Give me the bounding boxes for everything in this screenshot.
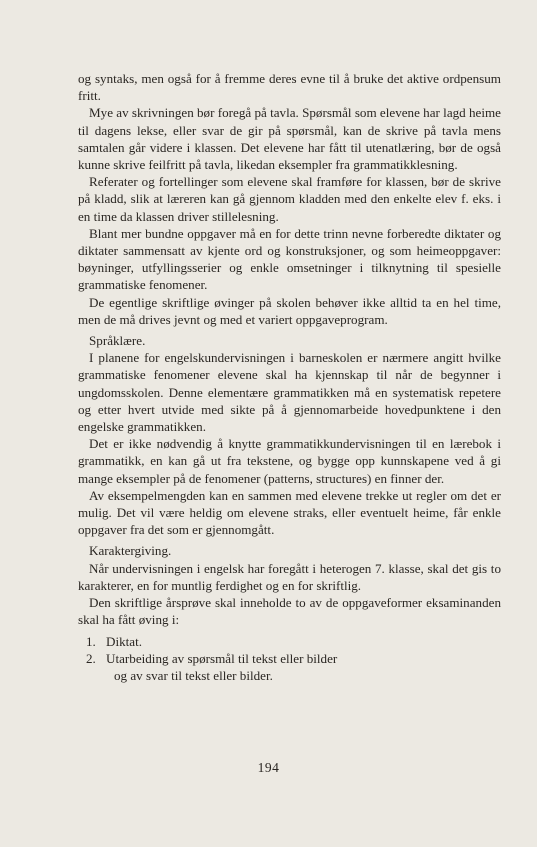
exam-forms-list xyxy=(78,633,501,685)
paragraph: Det er ikke nødvendig å knytte grammatikkundervisningen til en lærebok i grammatikk, en kan gå ut fra tekstene, og bygge opp kunnskapene ved å gi mange eksempler på de fenomener (patterns, structures) en finner der. xyxy=(78,436,501,486)
list-item-continuation xyxy=(78,667,501,684)
list-number: 1. xyxy=(86,633,96,649)
paragraph: Av eksempelmengden kan en sammen med elevene trekke ut regler om det er mulig. Det vil være heldig om elevene straks, eller eventuelt heime, får enkle oppgaver fra det som er gjennomgått. xyxy=(78,487,501,538)
paragraph: Mye av skrivningen bør foregå på tavla. Spørsmål som elevene har lagd heime til dagens lekse, eller svar de gir på spørsmål, kan de skrive på tavla mens samtalen går videre i klassen. Det elevene har fått til utenatlæring, bør de også kunne skrive feilfritt på tavla, likedan eksempler fra grammatikklesning. xyxy=(78,105,501,173)
paragraph: og syntaks, men også for å fremme deres evne til å bruke det aktive ordpensum fritt. xyxy=(78,71,501,104)
list-number: 2. xyxy=(86,650,96,666)
section-heading: Språklære. xyxy=(89,333,146,349)
paragraph: Når undervisningen i engelsk har foregått i heterogen 7. klasse, skal det gis to karakterer, en for muntlig ferdighet og en for skriftlig. xyxy=(78,560,501,593)
paragraph: I planene for engelskundervisningen i barneskolen er nærmere angitt hvilke grammatiske fenomener elevene skal ha kjennskap til når de begynner i ungdomsskolen. Denne elementære grammatikken må en systematisk repetere og etter hvert utvide med sikte på å gjennomarbeide hovedpunktene i den engelske grammatikken. xyxy=(78,350,501,435)
section-heading: Karaktergiving. xyxy=(89,543,172,559)
list-text: og av svar til tekst eller bilder. xyxy=(114,667,273,683)
paragraph: Referater og fortellinger som elevene skal framføre for klassen, bør de skrive på kladd, slik at læreren kan gå gjennom kladden med den enkelte elev f. eks. i en time da klassen driver stillelesning. xyxy=(78,174,501,224)
body-text xyxy=(78,70,501,684)
list-text: Utarbeiding av spørsmål til tekst eller bilder xyxy=(106,650,338,666)
list-text: Diktat. xyxy=(106,633,143,649)
paragraph: Den skriftlige årsprøve skal inneholde to av de oppgaveformer eksaminanden skal ha fått øving i: xyxy=(78,595,501,628)
list-item xyxy=(78,650,501,667)
page-number: 194 xyxy=(257,760,280,775)
paragraph: De egentlige skriftlige øvinger på skolen behøver ikke alltid ta en hel time, men de må drives jevnt og med et variert oppgaveprogram. xyxy=(78,294,501,327)
paragraph: Blant mer bundne oppgaver må en for dette trinn nevne forberedte diktater og diktater sammensatt av kjente ord og konstruksjoner, og som heimeoppgaver: bøyninger, utfyllingsserier og enkle omsetninger i tilknytning til spesielle grammatiske fenomener. xyxy=(78,225,501,293)
list-item xyxy=(78,633,501,650)
